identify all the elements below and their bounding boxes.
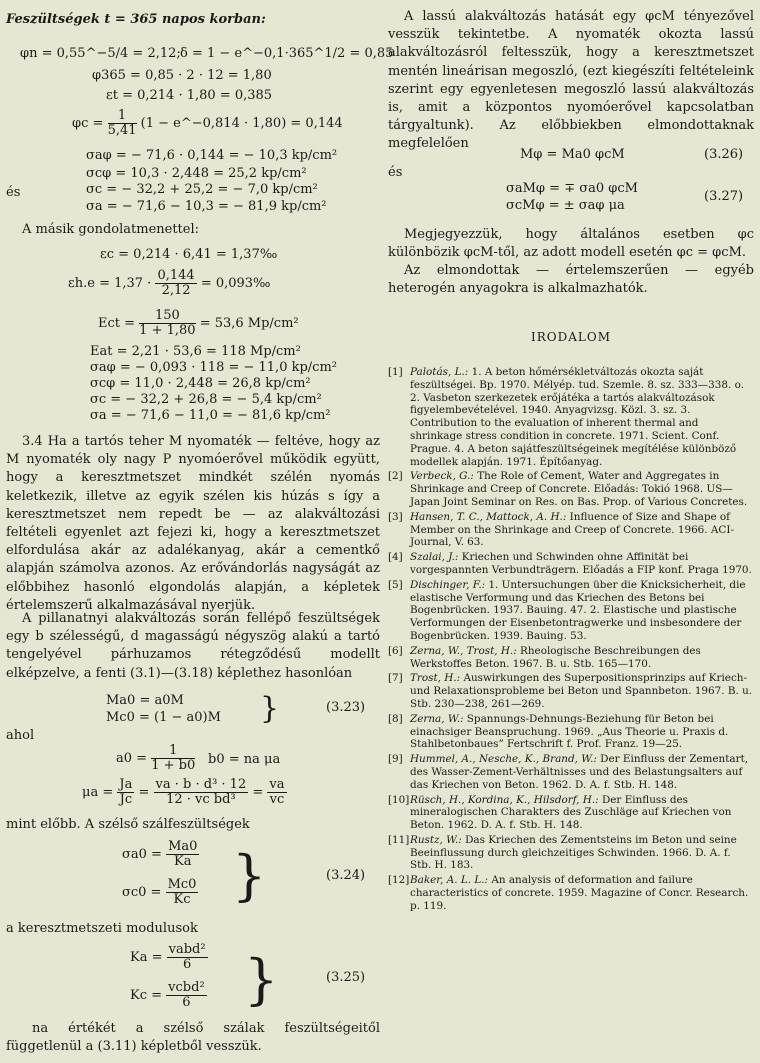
equation-k-a-lhs: Ka = xyxy=(130,950,163,965)
references-heading: IRODALOM xyxy=(531,330,611,344)
reference-authors: Hansen, T. C., Mattock, A. H.: xyxy=(410,510,567,523)
brace-3-23: } xyxy=(260,691,280,726)
reference-item xyxy=(388,713,754,751)
reference-number: [5] xyxy=(388,578,403,591)
reference-item xyxy=(388,874,754,912)
reference-authors: Szalai, J.: xyxy=(410,551,459,564)
equation-eps-he-lhs: εh.e = 1,37 · xyxy=(68,276,152,291)
reference-text: 1. A beton hőmérsékletváltozás okozta saját feszültségei. Bp. 1970. Mélyép. tud. Szemle. 8. sz. 333—338. o. 2. Vasbeton szerkezetek erőjátéka a tartós alakváltozások figyelembevételével. 1940. Anyagvizsg. Közl. 3. sz. 3. Contribution to the evaluation of inherent thermal and shrinkage stress condition in concrete. 1971. Scient. Conf. Prague. 4. A beton sajátfeszültségeinek megítélése különböző modellek alapján. 1971. Építőanyag. xyxy=(410,366,744,468)
equation-eps-c: εc = 0,214 · 6,41 = 1,37‰ xyxy=(100,247,278,262)
reference-authors: Hummel, A., Nesche, K., Brand, W.: xyxy=(410,753,597,766)
equation-phi-c-denominator: 5,41 xyxy=(107,123,137,138)
equation-e-ct xyxy=(98,309,299,338)
equation-k-a-numerator: vabd² xyxy=(168,942,206,957)
paragraph-n-a: na értékét a szélső szálak feszültségeitől függetlenül a (3.11) képletből vesszük. xyxy=(6,1021,380,1055)
equation-sigma-c0-denominator: Kc xyxy=(173,892,191,907)
paragraph-applicability: Az elmondottak — értelemszerűen — egyéb heterogén anyagokra is alkalmazhatók. xyxy=(388,263,754,297)
reference-number: [1] xyxy=(388,366,403,378)
equation-mu-a-lhs: μa = xyxy=(82,785,114,800)
equation-number-3-23: (3.23) xyxy=(326,700,366,715)
equation-e-ct-fraction xyxy=(139,309,195,338)
reference-text: Rheologische Beschreibungen des Werkstoffes Beton. 1967. B. u. Stb. 165—170. xyxy=(410,644,701,670)
equation-m-phi: Mφ = Ma0 φcM xyxy=(520,147,625,162)
reference-number: [9] xyxy=(388,753,403,766)
reference-item xyxy=(388,834,754,872)
section-modulus-text: a keresztmetszeti modulusok xyxy=(6,921,198,936)
equation-sigma-a-m-phi: σaMφ = ∓ σa0 φcM xyxy=(506,181,638,196)
equation-eps-t: εt = 0,214 · 1,80 = 0,385 xyxy=(106,88,273,103)
equation-sigma-a0-fraction xyxy=(166,840,199,869)
reference-text: An analysis of deformation and failure characteristics of concrete. 1959. Magazine of Concr. Research. p. 119. xyxy=(410,874,749,912)
equation-phi-c-fraction xyxy=(108,109,137,138)
reference-number: [7] xyxy=(388,672,403,685)
reference-number: [2] xyxy=(388,470,403,483)
equation-a0-lhs: a0 = xyxy=(116,751,148,766)
equation-sigma-c0-numerator: Mc0 xyxy=(167,877,197,892)
equation-k-a xyxy=(130,943,208,972)
reference-item xyxy=(388,794,754,832)
equation-b0: b0 = na μa xyxy=(208,752,281,767)
brace-3-25: } xyxy=(244,948,279,1011)
equation-eps-he-denominator: 2,12 xyxy=(161,283,191,298)
section-title: Feszültségek t = 365 napos korban: xyxy=(6,12,266,27)
paragraph-note: Megjegyezzük, hogy általános esetben φc különbözik φcM-től, az adott modell esetén φc = φcM. xyxy=(388,227,754,261)
equation-eps-he xyxy=(68,269,271,298)
reference-text: Influence of Size and Shape of Member on the Shrinkage and Creep of Concrete. 1966. ACI-Journal, V. 63. xyxy=(410,510,734,549)
equation-a0-denominator: 1 + b0 xyxy=(151,758,196,773)
equation-k-c-numerator: vcbd² xyxy=(168,980,205,995)
reference-authors: Palotás, L.: xyxy=(410,366,469,378)
equation-k-c-lhs: Kc = xyxy=(130,988,163,1003)
reference-item xyxy=(388,366,754,468)
equation-e-ct-numerator: 150 xyxy=(139,309,195,324)
reference-text: Auswirkungen des Superpositionsprinzips auf Kriech- und Relaxationsprobleme bei Beton und Spannbeton. 1967. B. u. Stb. 230—238, 261—269. xyxy=(410,672,753,710)
equation-eps-he-numerator: 0,144 xyxy=(157,268,195,283)
reference-number: [10] xyxy=(388,793,410,806)
and-word-2: és xyxy=(388,165,403,180)
equation-sigma-3: σc = − 32,2 + 25,2 = − 7,0 kp/cm² xyxy=(86,182,318,197)
equation-a0-numerator: 1 xyxy=(151,744,195,759)
equation-sigma-8: σa = − 71,6 − 11,0 = − 81,6 kp/cm² xyxy=(90,408,331,423)
equation-e-at: Eat = 2,21 · 53,6 = 118 Mp/cm² xyxy=(90,344,301,359)
equation-number-3-25: (3.25) xyxy=(326,970,366,985)
equation-mu-a-fraction-2 xyxy=(154,778,249,807)
equation-mu-a-fraction-1 xyxy=(117,778,134,807)
reference-authors: Verbeck, G.: xyxy=(410,470,474,483)
reference-authors: Zerna, W.: xyxy=(410,712,464,725)
equation-mu-a-numerator-2: va · b · d³ · 12 xyxy=(155,777,247,792)
reference-item xyxy=(388,645,754,671)
equation-number-3-24: (3.24) xyxy=(326,868,366,883)
equation-mu-a-denominator-2: 12 · vc bd³ xyxy=(166,792,236,807)
equation-sigma-5: σaφ = − 0,093 · 118 = − 11,0 kp/cm² xyxy=(90,360,337,375)
equation-sigma-1: σaφ = − 71,6 · 0,144 = − 10,3 kp/cm² xyxy=(86,148,338,163)
reference-item xyxy=(388,551,754,577)
equation-mu-a-fraction-3 xyxy=(267,778,286,807)
equation-sigma-c0 xyxy=(122,878,198,907)
reference-authors: Trost, H.: xyxy=(410,672,461,685)
other-approach-text: A másik gondolatmenettel: xyxy=(22,222,200,237)
reference-text: Der Einfluss der Zementart, des Wasser-Zement-Verhältnisses und des Belastungsalters auf das Kriechen von Beton. 1962. D. A. f. Stb. H. 148. xyxy=(410,753,749,791)
reference-item xyxy=(388,470,754,508)
equation-a0 xyxy=(116,744,195,773)
paragraph-instant-deformation: A pillanatnyi alakváltozás során fellépő feszültségek egy b szélességű, d magasságú négyszög alakú a tartó tengelyével párhuzamos rétegződésű modellt elképzelve, a fenti (3.1)—(3.18) képlethez hasonlóan xyxy=(6,611,380,681)
equation-sigma-a0-denominator: Ka xyxy=(174,854,192,869)
equation-mu-a-denominator-1: Jc xyxy=(119,792,133,807)
reference-number: [6] xyxy=(388,644,403,657)
reference-text: The Role of Cement, Water and Aggregates in Shrinkage and Creep of Concrete. Előadás: Tokió 1968. US—Japan Joint Seminar on Res. on Bas. Prop. of Various Concretes. xyxy=(410,470,748,508)
equation-mu-a-numerator-3: va xyxy=(269,777,285,792)
equation-e-ct-denominator: 1 + 1,80 xyxy=(139,323,196,338)
reference-number: [8] xyxy=(388,712,403,725)
equation-number-3-26: (3.26) xyxy=(704,147,744,162)
equation-mu-a-numerator-1: Ja xyxy=(119,777,133,792)
equation-sigma-4: σa = − 71,6 − 10,3 = − 81,9 kp/cm² xyxy=(86,199,327,214)
and-word-1: és xyxy=(6,185,21,200)
reference-text: 1. Untersuchungen über die Knicksicherheit, die elastische Verformung und das Kriechen des Betons bei Bogenbrücken. 1937. Bauing. 47. 2. Elastische und plastische Verformungen der Eisenbetontragwerke und insbesondere der Bogenbrücken. 1939. Bauing. 53. xyxy=(410,578,746,642)
reference-item xyxy=(388,579,754,643)
equation-sigma-c-m-phi: σcMφ = ± σaφ μa xyxy=(506,198,625,213)
references-list xyxy=(388,366,754,915)
equation-mu-a-denominator-3: vc xyxy=(269,792,285,807)
equation-phi-c xyxy=(72,109,343,138)
reference-number: [3] xyxy=(388,510,403,523)
reference-text: Das Kriechen des Zementsteins im Beton und seine Beeinflussung durch gleichzeitiges Schwinden. 1966. D. A. f. Stb. H. 183. xyxy=(410,833,737,872)
equation-sigma-a0-numerator: Ma0 xyxy=(168,839,198,854)
equation-sigma-a0-lhs: σa0 = xyxy=(122,847,162,862)
equation-phi365: φ365 = 0,85 · 2 · 12 = 1,80 xyxy=(92,68,272,83)
equation-k-c-denominator: 6 xyxy=(182,995,191,1010)
reference-number: [11] xyxy=(388,833,410,846)
equation-e-ct-lhs: Ect = xyxy=(98,316,136,331)
equation-m-a0: Ma0 = a0M xyxy=(106,693,184,708)
equation-phi-c-numerator: 1 xyxy=(108,109,137,124)
equation-sigma-c0-lhs: σc0 = xyxy=(122,885,162,900)
where-word: ahol xyxy=(6,728,35,743)
reference-text: Kriechen und Schwinden ohne Affinität bei vorgespannten Verbundträgern. Előadás a FIP konf. Praga 1970. xyxy=(410,551,752,576)
equation-delta: δ = 1 − e^−0,1·365^1/2 = 0,85 xyxy=(180,46,394,61)
equation-sigma-7: σc = − 32,2 + 26,8 = − 5,4 kp/cm² xyxy=(90,392,322,407)
equation-eps-he-rhs: = 0,093‰ xyxy=(200,276,271,291)
equation-phi-c-rhs: (1 − e^−0,814 · 1,80) = 0,144 xyxy=(140,116,343,131)
equation-sigma-2: σcφ = 10,3 · 2,448 = 25,2 kp/cm² xyxy=(86,166,307,181)
reference-authors: Zerna, W., Trost, H.: xyxy=(410,644,517,657)
reference-authors: Rüsch, H., Kordina, K., Hilsdorf, H.: xyxy=(410,793,599,806)
equation-k-c-fraction xyxy=(166,981,206,1010)
reference-item xyxy=(388,672,754,710)
reference-authors: Rustz, W.: xyxy=(410,833,462,846)
equation-number-3-27: (3.27) xyxy=(704,189,744,204)
equation-e-ct-rhs: = 53,6 Mp/cm² xyxy=(199,316,299,331)
equation-m-c0: Mc0 = (1 − a0)M xyxy=(106,710,221,725)
reference-authors: Baker, A. L. L.: xyxy=(410,874,489,887)
paragraph-3-4: 3.4 Ha a tartós teher M nyomaték — feltéve, hogy az M nyomaték oly nagy P nyomóerővel működik együtt, hogy a keresztmetszet mindkét szélén nyomás keletkezik, illetve az egyik szélen kis húzás s így a keresztmetszet nem repedt be — az alakváltozási feltételi egyenlet azt fejezi ki, hogy a keresztmetszet elfordulása akár az adalékanyag, akár a cementkő alapján számolva azonos. Az erővándorlás nagyságát az előbbihez hasonló elgondolás alapján, a képletek értelemszerű alkalmazásával nyerjük. xyxy=(6,434,380,613)
equation-a0-fraction xyxy=(151,744,195,773)
as-before-text: mint előbb. A szélső szálfeszültségek xyxy=(6,817,250,832)
reference-item xyxy=(388,511,754,549)
reference-number: [12] xyxy=(388,874,410,887)
equation-k-a-fraction xyxy=(167,943,208,972)
reference-text: Spannungs-Dehnungs-Beziehung für Beton bei einachsiger Beanspruchung. 1969. „Aus Theorie u. Praxis d. Stahlbetonbaues” Fertschrift f. Prof. Franz. 19—25. xyxy=(410,712,729,751)
equation-mu-a: μa = $\frac{Ja}{Jc}$ = $\frac{\text{va · b · d³ · 12}}{\text{12 · vc bd³}}$ = $\frac{va}{vc}$ xyxy=(82,777,285,807)
paragraph-slow-deformation: A lassú alakváltozás hatását egy φcM tényezővel vesszük tekintetbe. A nyomaték okozta lassú alakváltozásról feltesszük, hogy a keresztmetszet mentén lineárisan megoszló, (ezt kiegészíti feltételeink szerint egy egyenletesen megoszló lassú alakváltozás is, amit a központos nyomóerővel kapcsolatban tárgyaltunk). Az előbbiekben elmondottaknak megfelelően xyxy=(388,9,754,152)
brace-3-24: } xyxy=(232,844,267,907)
equation-k-a-denominator: 6 xyxy=(182,957,192,972)
reference-number: [4] xyxy=(388,551,403,564)
equation-sigma-a0 xyxy=(122,840,199,869)
equation-phi-c-lhs: φc = xyxy=(72,116,104,131)
reference-authors: Dischinger, F.: xyxy=(410,578,486,591)
equation-k-c xyxy=(130,981,207,1010)
equation-phi-n: φn = 0,55^−5/4 = 2,12; xyxy=(20,46,181,61)
reference-text: Der Einfluss des mineralogischen Charakters des Zuschläge auf Kriechen von Beton. 1962. D. A. f. Stb. H. 148. xyxy=(410,793,732,832)
reference-item xyxy=(388,753,754,791)
equation-sigma-6: σcφ = 11,0 · 2,448 = 26,8 kp/cm² xyxy=(90,376,311,391)
equation-eps-he-fraction xyxy=(155,269,196,298)
equation-sigma-c0-fraction xyxy=(166,878,199,907)
